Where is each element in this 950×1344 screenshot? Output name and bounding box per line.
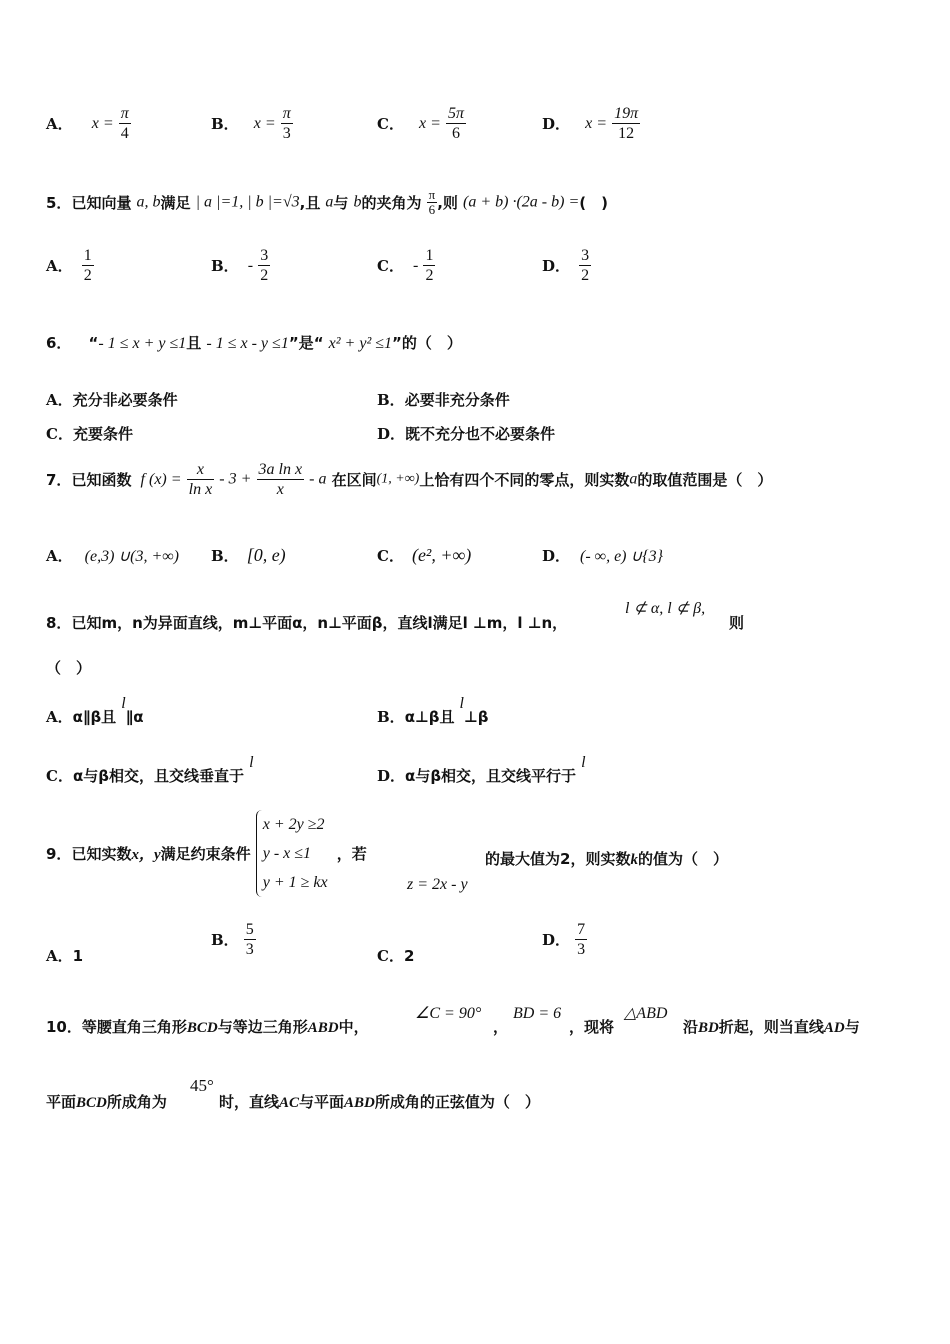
q5-option-c: C． - $\frac{1}{2}$ [377, 247, 434, 284]
fraction: $\frac{19\pi}{12}$ [614, 105, 639, 142]
q6-option-d: D．既不充分也不必要条件 [377, 425, 556, 443]
q8-option-a: A．α∥β且 l∥α [46, 695, 144, 726]
q4-option-a: A． x = $\frac{\pi}{4}$ [46, 105, 129, 142]
q10-degree: 45° [190, 1076, 214, 1095]
q8-then: 则 [729, 614, 745, 632]
fraction: $\frac{3}{2}$ [581, 247, 590, 284]
q9-option-a: A．1 [46, 947, 84, 965]
q7-option-d: D． (- ∞, e) ∪{3} [542, 547, 664, 565]
fraction: $\frac{\text{3a ln x}}{x}$ [258, 461, 303, 498]
q7-option-c: C． (e², +∞) [377, 545, 472, 565]
q10-line-2-tail: 时，直线AC与平面ABD所成角的正弦值为（ ） [219, 1093, 540, 1111]
question-8: 8．已知m，n为异面直线，m⊥平面α，n⊥平面β，直线l满足l ⊥m，l ⊥n， [46, 614, 568, 632]
q10-line-1-tail: 沿BD折起，则当直线AD与 [683, 1018, 860, 1036]
q8-paren: （ ） [46, 659, 92, 677]
q8-option-c: C．α与β相交，且交线垂直于 l [46, 754, 254, 785]
q5-option-d: D． $\frac{3}{2}$ [542, 247, 590, 284]
fraction: $\frac{\pi}{6}$ [428, 187, 436, 217]
question-9: 9．已知实数x，y满足约束条件 x + 2y ≥2 y - x ≤1 y + 1 ≥ kx ，若 [46, 810, 367, 897]
question-10-line-2: 平面BCD所成角为 [46, 1093, 167, 1111]
question-7: 7．已知函数 f (x) = $\frac{x}{\text{ln x}}$ - 3 + $\frac{\text{3a ln x}}{x}$ - a 在区间(1, +∞)上恰有四个不同的零点，则实数a的取值范围是（ ） [46, 461, 773, 498]
q6-option-b: B．必要非充分条件 [377, 391, 510, 409]
fraction: $\frac{7}{3}$ [577, 921, 586, 958]
q10-triangle: △ABD [624, 1005, 668, 1022]
q9-option-b: B． $\frac{5}{3}$ [211, 921, 254, 958]
question-6: 6． “- 1 ≤ x + y ≤1且 - 1 ≤ x - y ≤1”是“ x² + y² ≤1”的（ ） [46, 334, 462, 352]
q10-now: ，现将 [569, 1018, 615, 1036]
question-5: 5．已知向量 a, b满足 | a |=1, | b |=√3,且 a与 b的夹角为 $\frac{\pi}{6}$ ,则 (a + b) ·(2a - b) =( ) [46, 187, 608, 217]
q8-option-d: D．α与β相交，且交线平行于 l [377, 754, 586, 785]
q8-option-b: B．α⊥β且 l⊥β [377, 695, 489, 726]
q5-option-b: B． - $\frac{3}{2}$ [211, 247, 269, 284]
fraction: $\frac{\pi}{4}$ [120, 105, 129, 142]
q4-option-b: B． x = $\frac{\pi}{3}$ [211, 105, 291, 142]
fraction: $\frac{5}{3}$ [245, 921, 254, 958]
q9-tail: 的最大值为2，则实数k的值为（ ） [485, 850, 728, 868]
q9-option-d: D． $\frac{7}{3}$ [542, 921, 586, 958]
q7-option-a: A． (e,3) ∪(3, +∞) [46, 547, 179, 565]
fraction: $\frac{\pi}{3}$ [282, 105, 291, 142]
q8-condition: l ⊄ α, l ⊄ β, [625, 600, 706, 617]
fraction: $\frac{3}{2}$ [260, 247, 269, 284]
q10-angle: ∠C = 90° [415, 1005, 482, 1022]
q5-option-a: A． $\frac{1}{2}$ [46, 247, 92, 284]
question-10-line-1: 10．等腰直角三角形BCD与等边三角形ABD中， [46, 1018, 369, 1036]
fraction: $\frac{5\pi}{6}$ [448, 105, 465, 142]
q9-option-c: C．2 [377, 947, 415, 965]
fraction: $\frac{1}{2}$ [425, 247, 434, 284]
q9-objective: z = 2x - y [407, 876, 468, 893]
q4-option-d: D． x = $\frac{19\pi}{12}$ [542, 105, 639, 142]
fraction: $\frac{1}{2}$ [83, 247, 92, 284]
q4-option-c: C． x = $\frac{5\pi}{6}$ [377, 105, 465, 142]
q10-bd: BD = 6 [513, 1005, 562, 1022]
q10-comma: ， [493, 1018, 509, 1036]
q6-option-a: A．充分非必要条件 [46, 391, 178, 409]
q6-option-c: C．充要条件 [46, 425, 133, 443]
q7-option-b: B． [0, e) [211, 545, 286, 565]
fraction: $\frac{x}{\text{ln x}}$ [188, 461, 213, 498]
constraint-system: x + 2y ≥2 y - x ≤1 y + 1 ≥ kx [256, 810, 328, 897]
